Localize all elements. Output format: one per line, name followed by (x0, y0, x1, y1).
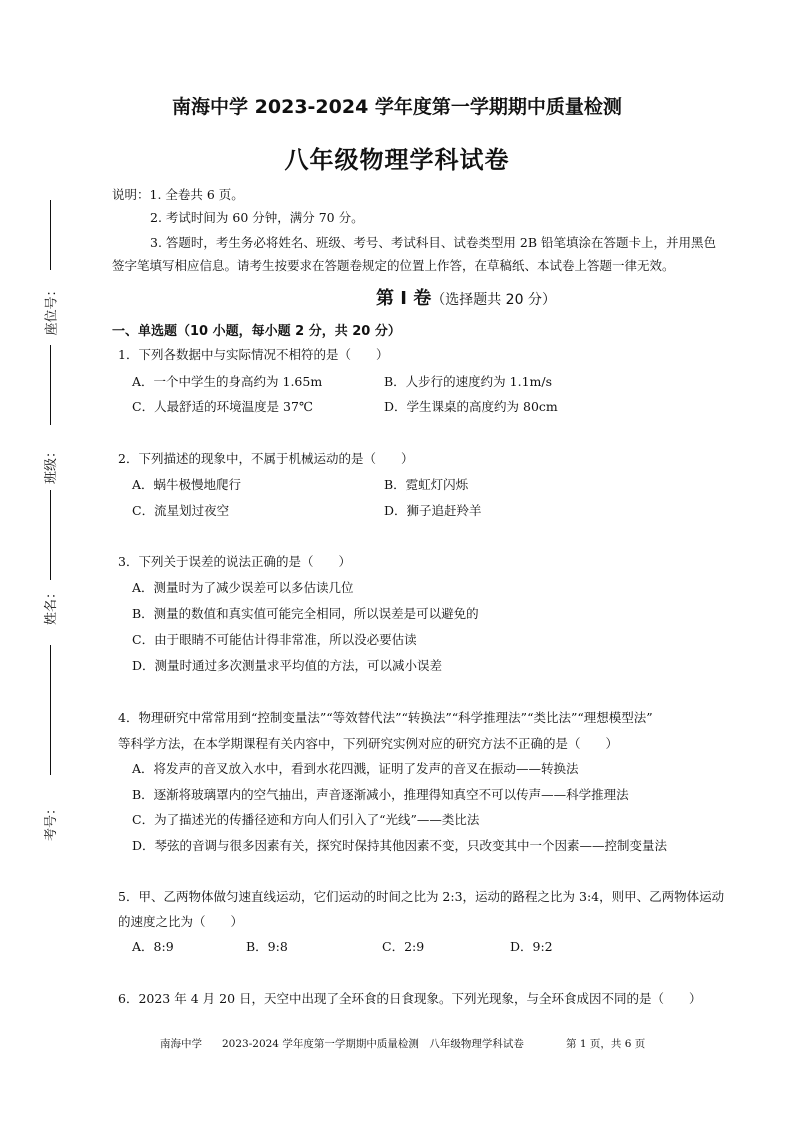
q1-option-a: A．一个中学生的身高约为 1.65m (132, 374, 323, 389)
q2-stem: 2．下列描述的现象中，不属于机械运动的是（ ） (118, 451, 414, 466)
footer-school: 南海中学 (160, 1038, 202, 1050)
q6-stem: 6．2023 年 4 月 20 日，天空中出现了全环食的日食现象。下列光现象，与全环食成因不同的是（ ） (118, 991, 702, 1006)
q4-option-a: A．将发声的音叉放入水中，看到水花四溅，证明了发声的音叉在振动——转换法 (132, 761, 579, 776)
q3-option-c: C．由于眼睛不可能估计得非常准，所以没必要估读 (132, 632, 417, 647)
part-heading (376, 284, 556, 310)
q4-stem-line1: 4．物理研究中常常用到“控制变量法”“等效替代法”“转换法”“科学推理法”“类比法”“理想模型法” (118, 710, 653, 725)
instruction-line-2: 2. 考试时间为 60 分钟，满分 70 分。 (150, 210, 364, 225)
q3-stem: 3．下列关于误差的说法正确的是（ ） (118, 554, 351, 569)
footer-page: 第 1 页，共 6 页 (566, 1038, 646, 1050)
q1-option-d: D．学生课桌的高度约为 80cm (384, 399, 558, 414)
instruction-line-3: 3. 答题时，考生务必将姓名、班级、考号、考试科目、试卷类型用 2B 铅笔填涂在答题卡上，并用黑色 (150, 235, 716, 250)
q3-option-a: A．测量时为了减少误差可以多估读几位 (132, 580, 354, 595)
binding-line-name (50, 645, 51, 775)
section-heading: 一、单选题（10 小题，每小题 2 分，共 20 分） (112, 324, 401, 339)
part-title: 第 I 卷 (376, 288, 432, 309)
q4-option-c: C．为了描述光的传播径迹和方向人们引入了“光线”——类比法 (132, 812, 480, 827)
class-label: 班级： (44, 444, 60, 485)
binding-line-seat (50, 345, 51, 425)
name-label: 姓名： (44, 585, 60, 626)
exam-no-label: 考号： (44, 801, 60, 842)
binding-line-top (50, 200, 51, 270)
part-note: （选择题共 20 分） (431, 292, 556, 308)
q5-option-d: D．9:2 (510, 939, 553, 954)
q1-stem: 1．下列各数据中与实际情况不相符的是（ ） (118, 347, 389, 362)
q4-option-d: D．琴弦的音调与很多因素有关，探究时保持其他因素不变，只改变其中一个因素——控制变量法 (132, 838, 668, 853)
q5-stem-line2: 的速度之比为（ ） (118, 914, 244, 929)
seat-label: 座位号： (44, 283, 60, 336)
q5-option-b: B．9:8 (246, 939, 288, 954)
binding-line-class (50, 490, 51, 580)
q5-stem-line1: 5．甲、乙两物体做匀速直线运动，它们运动的时间之比为 2:3，运动的路程之比为 3:4，则甲、乙两物体运动 (118, 889, 725, 904)
q1-option-b: B．人步行的速度约为 1.1m/s (384, 374, 553, 389)
q2-option-b: B．霓虹灯闪烁 (384, 477, 469, 492)
footer-exam: 2023-2024 学年度第一学期期中质量检测 八年级物理学科试卷 (222, 1038, 524, 1050)
q5-option-a: A．8:9 (132, 939, 174, 954)
q1-option-c: C．人最舒适的环境温度是 37℃ (132, 399, 313, 414)
q4-option-b: B．逐渐将玻璃罩内的空气抽出，声音逐渐减小，推理得知真空不可以传声——科学推理法 (132, 787, 629, 802)
instruction-line-1: 说明：1. 全卷共 6 页。 (112, 187, 244, 202)
q2-option-a: A．蜗牛极慢地爬行 (132, 477, 242, 492)
exam-title: 南海中学 2023-2024 学年度第一学期期中质量检测 (172, 96, 622, 118)
instruction-line-4: 签字笔填写相应信息。请考生按要求在答题卷规定的位置上作答，在草稿纸、本试卷上答题一律无效。 (112, 258, 675, 273)
q3-option-b: B．测量的数值和真实值可能完全相同，所以误差是可以避免的 (132, 606, 479, 621)
q4-stem-line2: 等科学方法，在本学期课程有关内容中，下列研究实例对应的研究方法不正确的是（ ） (118, 736, 619, 751)
q2-option-c: C．流星划过夜空 (132, 503, 230, 518)
exam-subtitle: 八年级物理学科试卷 (284, 146, 510, 174)
q3-option-d: D．测量时通过多次测量求平均值的方法，可以减小误差 (132, 658, 443, 673)
q5-option-c: C．2:9 (382, 939, 425, 954)
q2-option-d: D．狮子追赶羚羊 (384, 503, 482, 518)
